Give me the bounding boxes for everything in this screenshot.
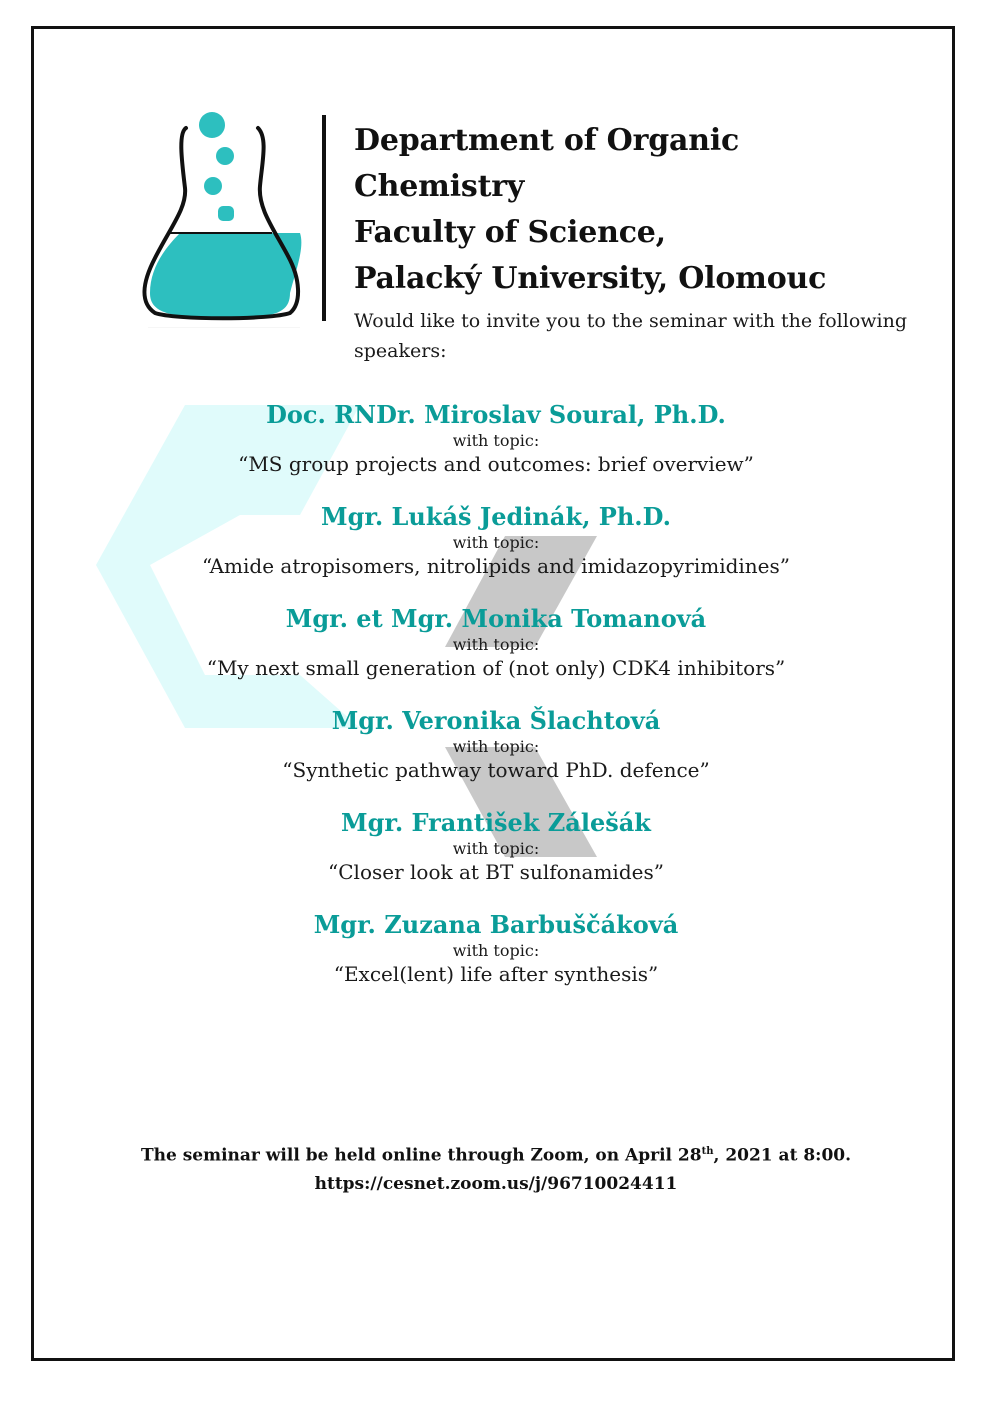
seminar-info [96,1138,896,1198]
speaker-entry [96,500,896,580]
speaker-entry [96,602,896,682]
bubble-4 [218,206,234,221]
speaker-name: Mgr. Lukáš Jedinák, Ph.D. [321,502,671,531]
speaker-entry [96,704,896,784]
bubble-2 [216,147,234,165]
header [354,118,914,366]
speaker-name: Mgr. et Mgr. Monika Tomanová [285,604,707,633]
seminar-date-line [96,1138,896,1170]
zoom-link[interactable]: https://cesnet.zoom.us/j/96710024411 [314,1173,678,1194]
invitation-text: Would like to invite you to the seminar with the following speakers: [354,310,908,362]
speaker-topic: “My next small generation of (not only) CDK4 inhibitors” [206,656,786,680]
with-topic-label: with topic: [452,635,540,654]
with-topic-label: with topic: [452,737,540,756]
speaker-topic: “Amide atropisomers, nitrolipids and imidazopyrimidines” [201,554,791,578]
speaker-list [96,398,896,1010]
bubble-1 [199,112,225,138]
speaker-topic: “MS group projects and outcomes: brief overview” [238,452,754,476]
date-text-pre: The seminar will be held online through Zoom, on April 28 [140,1145,702,1166]
speaker-name: Mgr. Veronika Šlachtová [331,706,661,735]
flask-liquid [150,233,301,318]
speaker-topic: “Closer look at BT sulfonamides” [328,860,664,884]
flask-logo-icon [140,108,310,328]
speaker-entry [96,398,896,478]
with-topic-label: with topic: [452,533,540,552]
department-title: Department of Organic Chemistry [354,123,740,204]
speaker-topic: “Synthetic pathway toward PhD. defence” [282,758,710,782]
speaker-topic: “Excel(lent) life after synthesis” [333,962,659,986]
with-topic-label: with topic: [452,941,540,960]
header-divider [322,115,326,321]
with-topic-label: with topic: [452,839,540,858]
speaker-name: Mgr. František Zálešák [341,808,651,837]
university-title: Palacký University, Olomouc [354,261,827,296]
speaker-name: Doc. RNDr. Miroslav Soural, Ph.D. [266,400,726,429]
date-ordinal: th [701,1146,714,1157]
faculty-title: Faculty of Science, [354,215,666,250]
date-text-post: , 2021 at 8:00. [713,1145,852,1166]
with-topic-label: with topic: [452,431,540,450]
speaker-entry [96,806,896,886]
speaker-name: Mgr. Zuzana Barbuščáková [313,910,679,939]
bubble-3 [204,177,222,195]
speaker-entry [96,908,896,988]
